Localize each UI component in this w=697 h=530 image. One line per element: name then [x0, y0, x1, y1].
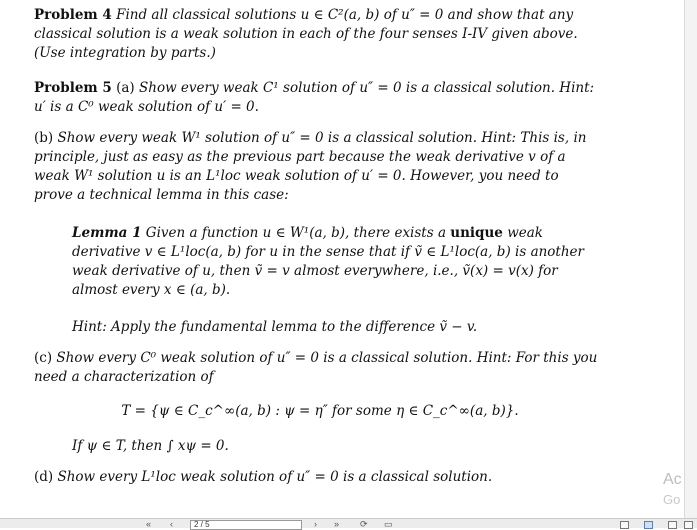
activation-watermark-line-1: Ac: [663, 471, 682, 488]
part-c-label: (c): [34, 350, 53, 366]
two-page-view-icon[interactable]: [668, 521, 677, 529]
lemma-hint: Hint: Apply the fundamental lemma to the difference ṽ − v.: [72, 319, 478, 335]
part-d-label: (d): [34, 469, 54, 485]
fit-width-icon[interactable]: [684, 521, 693, 529]
single-page-view-icon[interactable]: [620, 521, 629, 529]
part-b-label: (b): [34, 130, 54, 146]
last-page-button[interactable]: »: [334, 519, 340, 528]
vertical-scrollbar[interactable]: [684, 0, 697, 518]
problem-5-label: Problem 5: [34, 80, 112, 96]
refresh-icon[interactable]: ⟳: [360, 519, 368, 528]
lemma-label: Lemma 1: [72, 225, 142, 241]
lemma-unique-word: unique: [450, 225, 503, 241]
previous-page-button[interactable]: ‹: [170, 519, 173, 528]
print-icon[interactable]: ▭: [384, 519, 393, 528]
problem-5-a: Problem 5 (a) Show every weak C¹ solution of u″ = 0 is a classical solution. Hint: u′ is a C⁰ weak solution of u′ = 0.: [34, 80, 595, 115]
display-equation-T: T = {ψ ∈ C_c^∞(a, b) : ψ = η″ for some η ∈ C_c^∞(a, b)}.: [121, 403, 519, 419]
continuous-view-icon[interactable]: [644, 521, 653, 529]
problem-5-d: (d) Show every L¹loc weak solution of u″ = 0 is a classical solution.: [34, 469, 493, 485]
if-psi-in-T-line: If ψ ∈ T, then ∫ xψ = 0.: [72, 438, 229, 454]
problem-4-label: Problem 4: [34, 7, 112, 23]
problem-5-b: (b) Show every weak W¹ solution of u″ = 0 is a classical solution. Hint: This is, in principle, just as easy as the previous part because the weak derivative v of a weak W¹ solution u is an L¹loc weak solution of u′ = 0. However, you need to prove a technical lemma in this case:: [34, 130, 587, 203]
lemma-1: Lemma 1 Given a function u ∈ W¹(a, b), there exists a unique weak derivative v ∈ L¹loc(a, b) for u in the sense that if ṽ ∈ L¹loc(a, b) is another weak derivative of u, then ṽ = v almost everywhere, i.e., ṽ(x) = v(x) for almost every x ∈ (a, b).: [72, 225, 584, 298]
first-page-button[interactable]: «: [146, 519, 152, 528]
part-a-label: (a): [116, 80, 135, 96]
page-number-input[interactable]: 2 / 5: [190, 520, 302, 530]
problem-4: Problem 4 Find all classical solutions u ∈ C²(a, b) of u″ = 0 and show that any classical solution is a weak solution in each of the four senses I-IV given above. (Use integration by parts.): [34, 7, 578, 61]
activation-watermark-line-2: Go: [663, 492, 681, 507]
next-page-button[interactable]: ›: [314, 519, 317, 528]
problem-5-c: (c) Show every C⁰ weak solution of u″ = 0 is a classical solution. Hint: For this you need a characterization of: [34, 350, 598, 385]
